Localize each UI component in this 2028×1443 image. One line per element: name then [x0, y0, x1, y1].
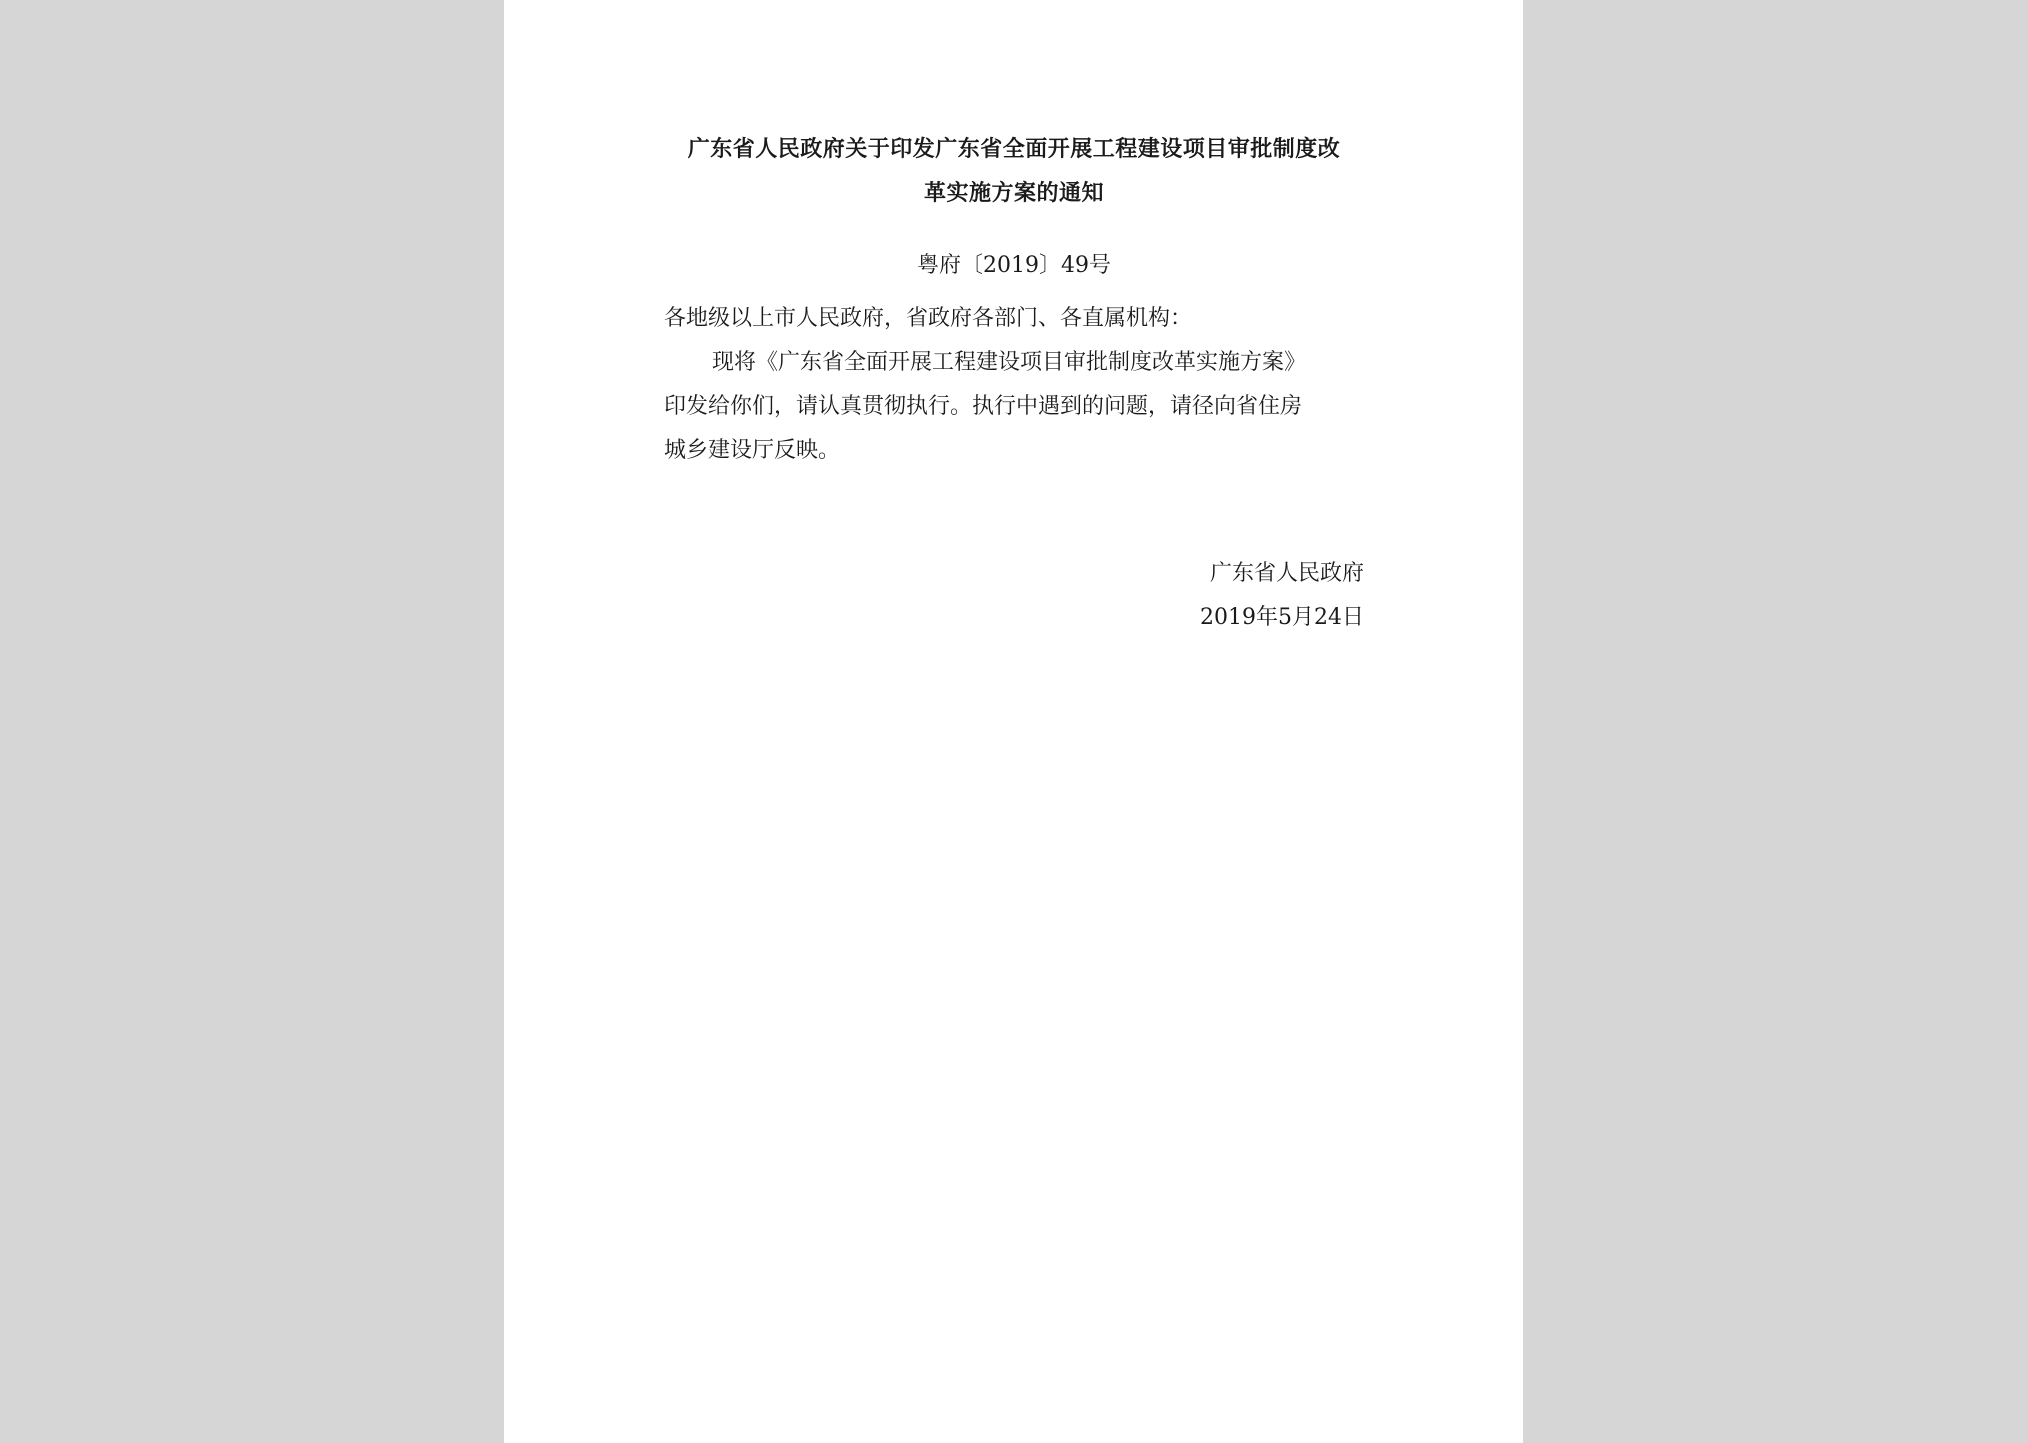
document-page — [504, 0, 1523, 1443]
title-line-2: 革实施方案的通知 — [923, 180, 1104, 206]
document-number: 粤府〔2019〕49号 — [917, 253, 1111, 278]
document-title — [664, 127, 1364, 215]
paragraph-line-1: 现将《广东省全面开展工程建设项目审批制度改革实施方案》 — [712, 350, 1307, 375]
paragraph-line-3: 城乡建设厅反映。 — [664, 438, 841, 463]
title-line-1: 广东省人民政府关于印发广东省全面开展工程建设项目审批制度改 — [687, 136, 1341, 162]
salutation: 各地级以上市人民政府，省政府各部门、各直属机构： — [664, 306, 1193, 331]
signature-organization: 广东省人民政府 — [1209, 561, 1364, 586]
signature-date: 2019年5月24日 — [1200, 605, 1364, 630]
paragraph-line-2: 印发给你们，请认真贯彻执行。执行中遇到的问题，请径向省住房 — [664, 394, 1303, 419]
